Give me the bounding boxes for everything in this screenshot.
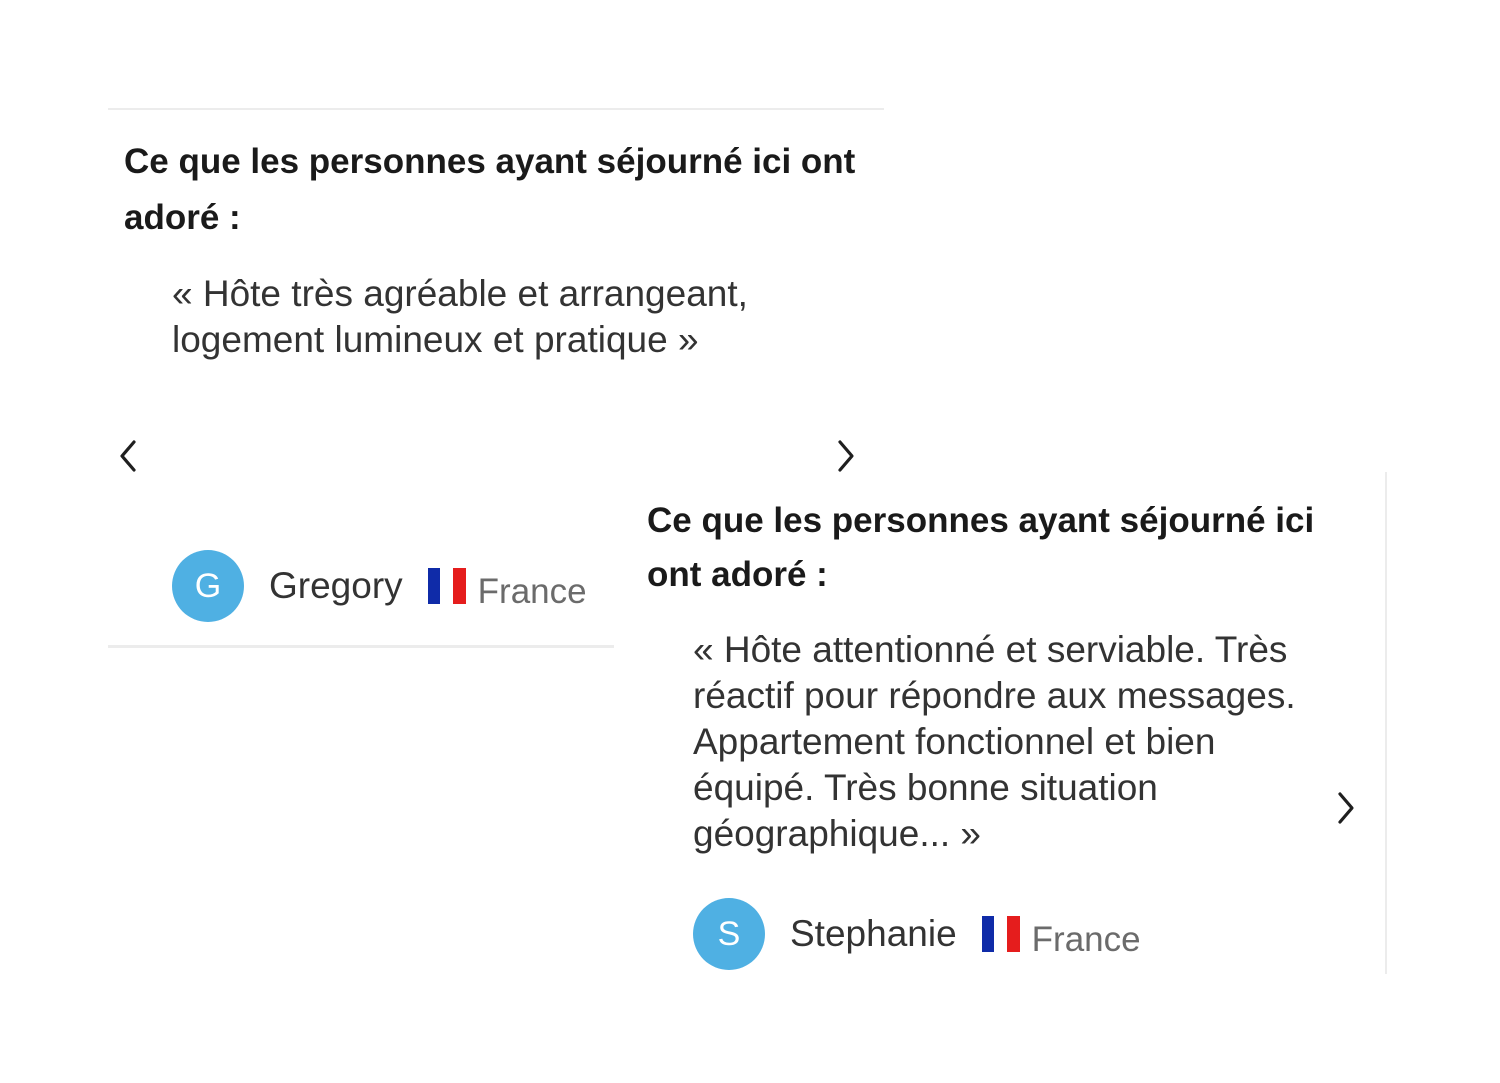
avatar: S: [693, 898, 765, 970]
card-1-title: Ce que les personnes ayant séjourné ici ont adoré :: [124, 142, 856, 237]
chevron-right-icon: [836, 439, 856, 473]
flag-france-icon: [982, 916, 1020, 952]
card-2-right-border: [1385, 472, 1387, 974]
card-1-top-divider: [108, 108, 884, 110]
card-2-reviewer: [693, 898, 1141, 970]
reviewer-name: Gregory: [269, 565, 403, 606]
card-2-title: Ce que les personnes ayant séjourné ici ont adoré :: [647, 501, 1315, 594]
card-1-quote: « Hôte très agréable et arrangeant, logement lumineux et pratique »: [172, 273, 748, 360]
avatar: G: [172, 550, 244, 622]
flag-france-icon: [428, 568, 466, 604]
reviewer-name: Stephanie: [790, 913, 957, 954]
carousel-next-button-2[interactable]: [1328, 784, 1364, 832]
card-1-bottom-divider: [108, 645, 614, 648]
chevron-right-icon: [1336, 791, 1356, 825]
card-2-quote: « Hôte attentionné et serviable. Très réactif pour répondre aux messages. Appartement fonctionnel et bien équipé. Très bonne situation géographique... »: [693, 629, 1296, 854]
reviewer-country: France: [1031, 920, 1141, 959]
carousel-next-button[interactable]: [828, 432, 864, 480]
reviewer-country: France: [477, 572, 587, 611]
chevron-left-icon: [118, 439, 138, 473]
card-1-reviewer: [172, 550, 587, 622]
carousel-prev-button[interactable]: [110, 432, 146, 480]
